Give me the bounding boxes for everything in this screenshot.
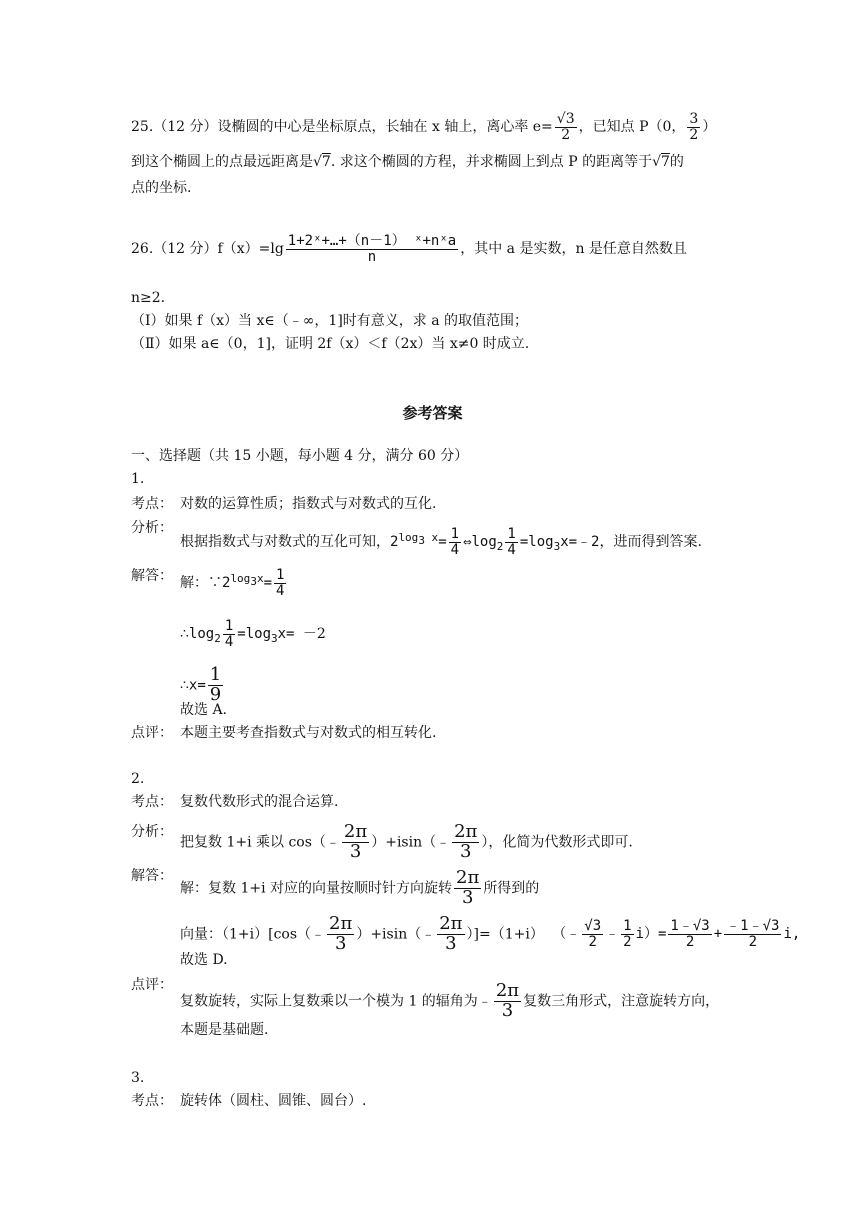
section-header: 一、选择题（共 15 小题，每小题 4 分，满分 60 分） bbox=[131, 448, 469, 464]
problem-26-line-1: 26.（12 分）f（x）=lg $\frac{\text{1+2ˣ+…+（n－1） ˣ+nˣa}}{n}$ ，其中 a 是实数，n 是任意自然数且 bbox=[131, 233, 687, 265]
q2-dianping-label: 点评： bbox=[131, 977, 173, 993]
q1-fenxi-formula: $2^{log_3 x}=$ $\frac{1}{4}$ $\Leftrightarrow\log_2$ $\frac{1}{4}$ $=\log_3x=﹣2$ bbox=[390, 526, 600, 558]
q1-jieda-label: 解答： bbox=[131, 568, 173, 584]
q3-kaodian: 旋转体（圆柱、圆锥、圆台）. bbox=[180, 1093, 367, 1109]
q3-kaodian-label: 考点： bbox=[131, 1093, 173, 1109]
problem-25-line-1: 25.（12 分）设椭圆的中心是坐标原点，长轴在 x 轴上，离心率 e= $\frac{√3}{2}$ ，已知点 P（0， $\frac{3}{2}$ ） bbox=[131, 111, 717, 143]
q2-solution-line-1: 解：复数 1+i 对应的向量按顺时针方向旋转 $\frac{2\pi}{3}$ 所得到的 bbox=[180, 867, 540, 908]
q2-kaodian: 复数代数形式的混合运算. bbox=[180, 794, 339, 810]
problem-26-condition: n≥2. bbox=[131, 290, 166, 306]
problem-26-part-1: （Ⅰ）如果 f（x）当 x∈（﹣∞，1]时有意义，求 a 的取值范围； bbox=[131, 313, 529, 329]
problem-26-fraction: $\frac{\text{1+2ˣ+…+（n－1） ˣ+nˣa}}{n}$ bbox=[287, 233, 457, 265]
problem-25-line-2: 到这个椭圆上的点最远距离是√7. 求这个椭圆的方程，并求椭圆上到点 P 的距离等于√7的 bbox=[131, 154, 684, 170]
q1-x-fraction: $\frac{1}{9}$ bbox=[209, 664, 222, 705]
q1-formula-1: $2^{log_3x}=$ $\frac{1}{4}$ bbox=[222, 567, 285, 599]
q1-solution-line-3: ∴x= $\frac{1}{9}$ bbox=[180, 664, 222, 705]
q1-formula-2: $\log_2$ $\frac{1}{4}$ $=\log_3x=$ bbox=[188, 618, 303, 650]
problem-25-text-a: 25.（12 分）设椭圆的中心是坐标原点，长轴在 x 轴上，离心率 e= bbox=[131, 119, 553, 136]
q2-solution-line-2: 向量：（1+i）[cos（﹣ $\frac{2\pi}{3}$ ）+isin（﹣ $\frac{2\pi}{3}$ ）]=（1+i） （﹣ $\frac{√3}{2}$ ﹣ $\frac{1}{2}$ i）= $\frac{1﹣√3}{2}$ + $\frac{﹣1﹣√3}{2}$ i, bbox=[180, 913, 801, 954]
point-p-fraction: $\frac{3}{2}$ bbox=[689, 111, 699, 143]
q2-result-formula: （﹣ $\frac{√3}{2}$ ﹣ $\frac{1}{2}$ i）= $\frac{1﹣√3}{2}$ + $\frac{﹣1﹣√3}{2}$ i, bbox=[543, 918, 801, 950]
q1-number: 1. bbox=[131, 471, 145, 487]
q2-kaodian-label: 考点： bbox=[131, 794, 173, 810]
sqrt-7-second: √7 bbox=[652, 154, 670, 170]
q1-fenxi-label: 分析： bbox=[131, 520, 173, 536]
problem-26-part-2: （Ⅱ）如果 a∈（0，1]，证明 2f（x）＜f（2x）当 x≠0 时成立. bbox=[131, 336, 530, 352]
q2-fenxi: 把复数 1+i 乘以 cos（﹣ $\frac{2\pi}{3}$ ）+isin（﹣ $\frac{2\pi}{3}$ ），化简为代数形式即可. bbox=[180, 821, 633, 862]
q1-kaodian: 对数的运算性质；指数式与对数式的互化. bbox=[180, 496, 437, 512]
q1-dianping-label: 点评： bbox=[131, 725, 173, 741]
problem-25-line-3: 点的坐标. bbox=[131, 180, 192, 196]
q1-choice: 故选 A. bbox=[180, 702, 228, 718]
q2-dianping-line-1: 复数旋转，实际上复数乘以一个模为 1 的辐角为﹣ $\frac{2\pi}{3}$ 复数三角形式，注意旋转方向， bbox=[180, 980, 720, 1021]
q2-fenxi-label: 分析： bbox=[131, 824, 173, 840]
sqrt-7: √7 bbox=[313, 154, 331, 170]
q2-number: 2. bbox=[131, 771, 145, 787]
q1-solution-line-1: 解：$\because 2^{log_3x}=$ $\frac{1}{4}$ bbox=[180, 568, 288, 598]
q1-kaodian-label: 考点： bbox=[131, 496, 173, 512]
q1-solution-line-2: $\therefore\log_2$ $\frac{1}{4}$ $=\log_3x= -2$ bbox=[180, 618, 326, 650]
problem-25-text-b: ，已知点 P（0， bbox=[578, 119, 686, 136]
q2-dianping-line-2: 本题是基础题. bbox=[180, 1022, 269, 1038]
q1-fenxi: 根据指数式与对数式的互化可知，$2^{log_3 x}=$ $\frac{1}{4}$ $\Leftrightarrow\log_2$ $\frac{1}{4}$ $=\log_3x=﹣2$，进而得到答案. bbox=[180, 526, 702, 558]
eccentricity-fraction: $\frac{√3}{2}$ bbox=[556, 111, 575, 143]
q1-dianping: 本题主要考查指数式与对数式的相互转化. bbox=[180, 725, 437, 741]
answers-title: 参考答案 bbox=[402, 404, 463, 422]
q2-choice: 故选 D. bbox=[180, 952, 228, 968]
q3-number: 3. bbox=[131, 1070, 145, 1086]
q2-jieda-label: 解答： bbox=[131, 868, 173, 884]
